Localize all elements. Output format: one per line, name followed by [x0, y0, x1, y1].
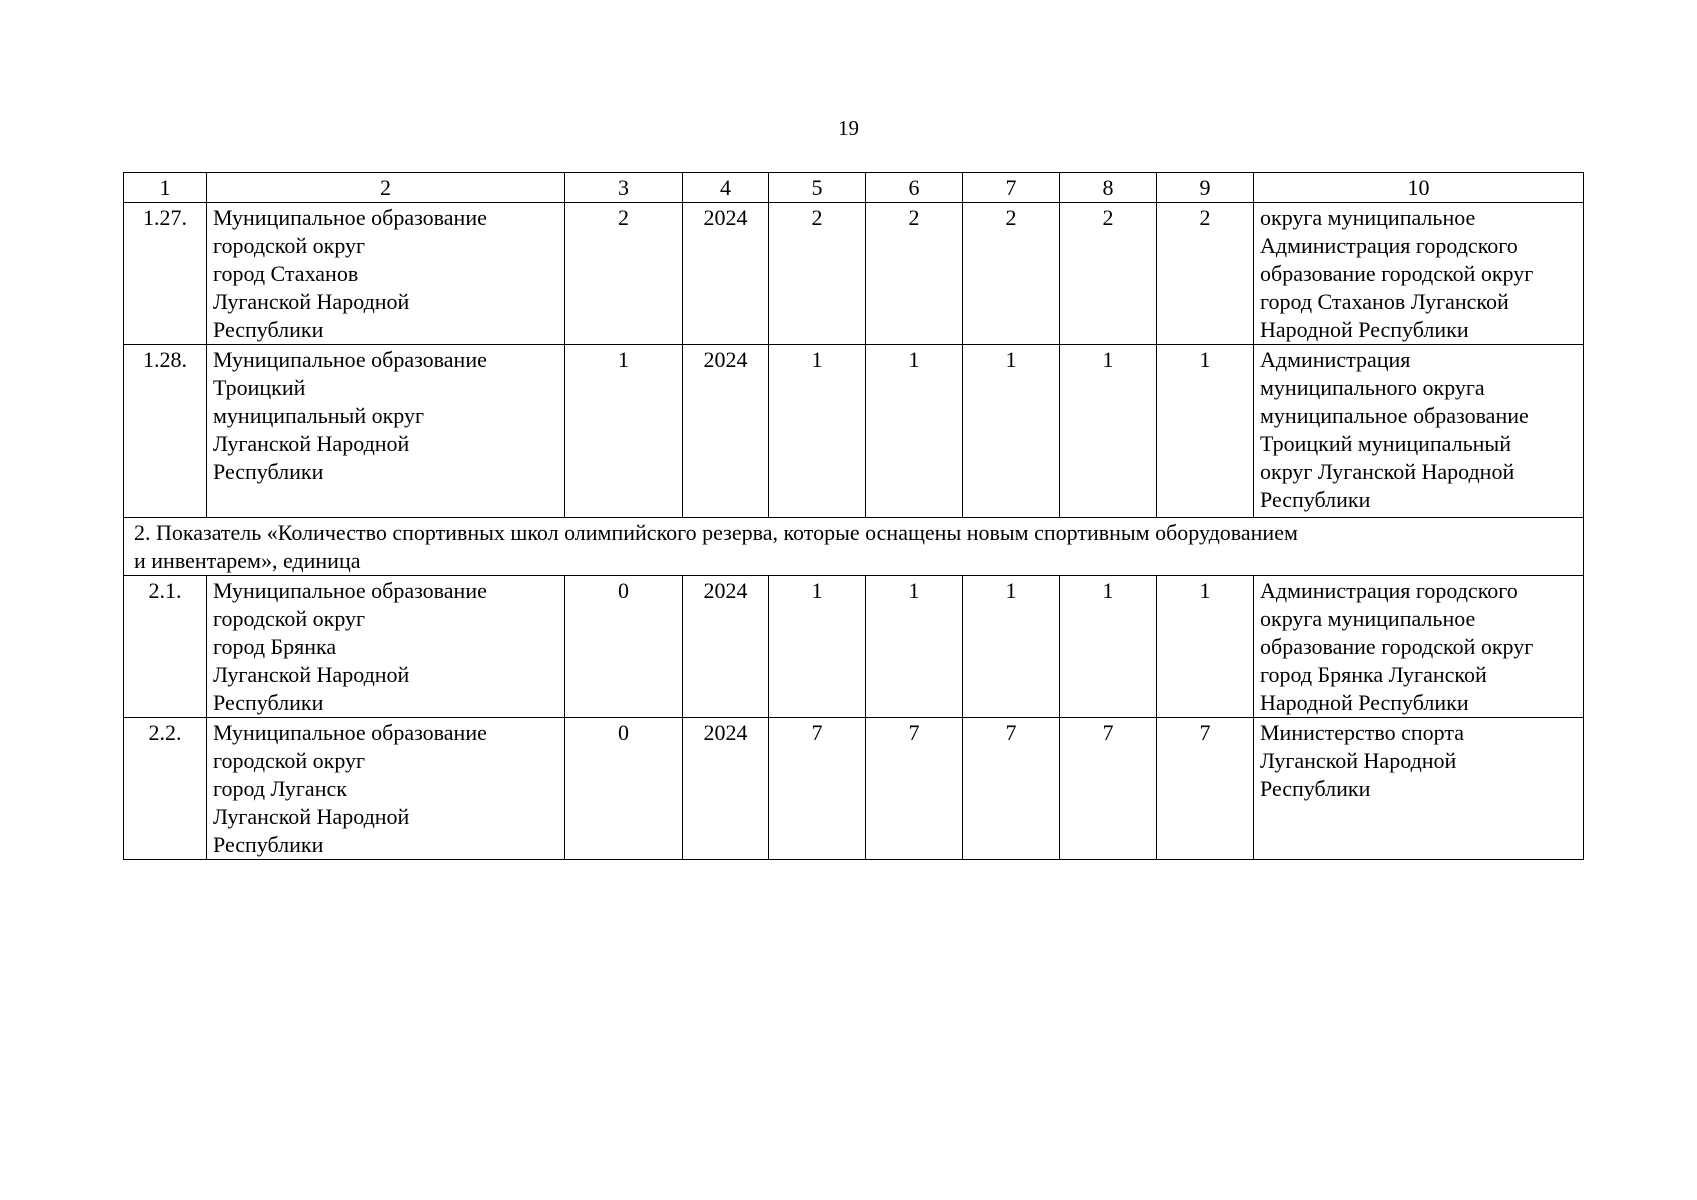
text-line: город Стаханов Луганской [1260, 289, 1509, 314]
text-line: город Луганск [213, 776, 347, 801]
cell-value: 1 [1157, 345, 1254, 518]
text-line: Республики [1260, 487, 1371, 512]
text-line: Администрация городского [1260, 578, 1518, 603]
text-line: Муниципальное образование [213, 205, 487, 230]
cell-year: 2024 [683, 345, 769, 518]
municipality-name [207, 345, 565, 518]
municipality-name [207, 718, 565, 860]
column-header: 2 [207, 173, 565, 203]
row-number: 2.2. [124, 718, 207, 860]
cell-year: 2024 [683, 203, 769, 345]
text-line: Муниципальное образование [213, 347, 487, 372]
text-line: город Брянка [213, 634, 337, 659]
section-heading [124, 518, 1584, 576]
section-heading-line: 2. Показатель «Количество спортивных школ олимпийского резерва, которые оснащены новым спортивным оборудованием [134, 520, 1298, 545]
column-header: 5 [769, 173, 866, 203]
cell-value: 1 [1060, 576, 1157, 718]
column-header: 6 [866, 173, 963, 203]
text-line: Луганской Народной [1260, 748, 1457, 773]
table-row [124, 345, 1584, 518]
municipality-name [207, 576, 565, 718]
text-line: город Стаханов [213, 261, 359, 286]
text-line: Республики [1260, 776, 1371, 801]
municipality-name [207, 203, 565, 345]
column-header: 8 [1060, 173, 1157, 203]
responsible-org [1254, 576, 1584, 718]
column-header: 10 [1254, 173, 1584, 203]
text-line: городской округ [213, 233, 366, 258]
responsible-org [1254, 345, 1584, 518]
text-line: город Брянка Луганской [1260, 662, 1487, 687]
column-header: 3 [565, 173, 683, 203]
cell-value: 1 [963, 576, 1060, 718]
column-header: 4 [683, 173, 769, 203]
text-line: округ Луганской Народной [1260, 459, 1515, 484]
column-header: 9 [1157, 173, 1254, 203]
text-line: Республики [213, 690, 324, 715]
text-line: Муниципальное образование [213, 578, 487, 603]
cell-value: 1 [565, 345, 683, 518]
text-line: Республики [213, 832, 324, 857]
section-heading-line: и инвентарем», единица [134, 548, 361, 573]
cell-value: 2 [963, 203, 1060, 345]
text-line: Троицкий [213, 375, 306, 400]
text-line: округа муниципальное [1260, 205, 1476, 230]
cell-value: 2 [1157, 203, 1254, 345]
cell-value: 2 [565, 203, 683, 345]
cell-value: 0 [565, 576, 683, 718]
row-number: 2.1. [124, 576, 207, 718]
text-line: округа муниципальное [1260, 606, 1476, 631]
cell-value: 1 [1157, 576, 1254, 718]
text-line: Луганской Народной [213, 662, 410, 687]
cell-value: 2 [1060, 203, 1157, 345]
cell-year: 2024 [683, 718, 769, 860]
cell-value: 1 [866, 345, 963, 518]
cell-value: 2 [866, 203, 963, 345]
table-row [124, 203, 1584, 345]
text-line: муниципальный округ [213, 403, 425, 428]
cell-year: 2024 [683, 576, 769, 718]
section-heading-row [124, 518, 1584, 576]
table-row [124, 576, 1584, 718]
cell-value: 2 [769, 203, 866, 345]
cell-value: 7 [866, 718, 963, 860]
text-line: Луганской Народной [213, 804, 410, 829]
text-line: Администрация [1260, 347, 1411, 372]
cell-value: 7 [1157, 718, 1254, 860]
cell-value: 7 [1060, 718, 1157, 860]
page-number: 19 [838, 116, 859, 140]
cell-value: 7 [769, 718, 866, 860]
text-line: городской округ [213, 606, 366, 631]
text-line: Народной Республики [1260, 690, 1469, 715]
row-number: 1.27. [124, 203, 207, 345]
responsible-org [1254, 718, 1584, 860]
column-header: 1 [124, 173, 207, 203]
column-number-row [124, 173, 1584, 203]
text-line: Троицкий муниципальный [1260, 431, 1511, 456]
cell-value: 0 [565, 718, 683, 860]
responsible-org [1254, 203, 1584, 345]
table-row [124, 718, 1584, 860]
text-line: Луганской Народной [213, 431, 410, 456]
text-line: Муниципальное образование [213, 720, 487, 745]
text-line: Администрация городского [1260, 233, 1518, 258]
text-line: образование городской округ [1260, 261, 1534, 286]
cell-value: 1 [1060, 345, 1157, 518]
column-header: 7 [963, 173, 1060, 203]
cell-value: 1 [866, 576, 963, 718]
text-line: образование городской округ [1260, 634, 1534, 659]
text-line: муниципальное образование [1260, 403, 1529, 428]
text-line: Республики [213, 459, 324, 484]
cell-value: 7 [963, 718, 1060, 860]
cell-value: 1 [769, 345, 866, 518]
indicator-table [123, 172, 1584, 860]
text-line: Народной Республики [1260, 317, 1469, 342]
cell-value: 1 [769, 576, 866, 718]
cell-value: 1 [963, 345, 1060, 518]
text-line: муниципального округа [1260, 375, 1485, 400]
text-line: Луганской Народной [213, 289, 410, 314]
text-line: городской округ [213, 748, 366, 773]
text-line: Министерство спорта [1260, 720, 1465, 745]
row-number: 1.28. [124, 345, 207, 518]
text-line: Республики [213, 317, 324, 342]
